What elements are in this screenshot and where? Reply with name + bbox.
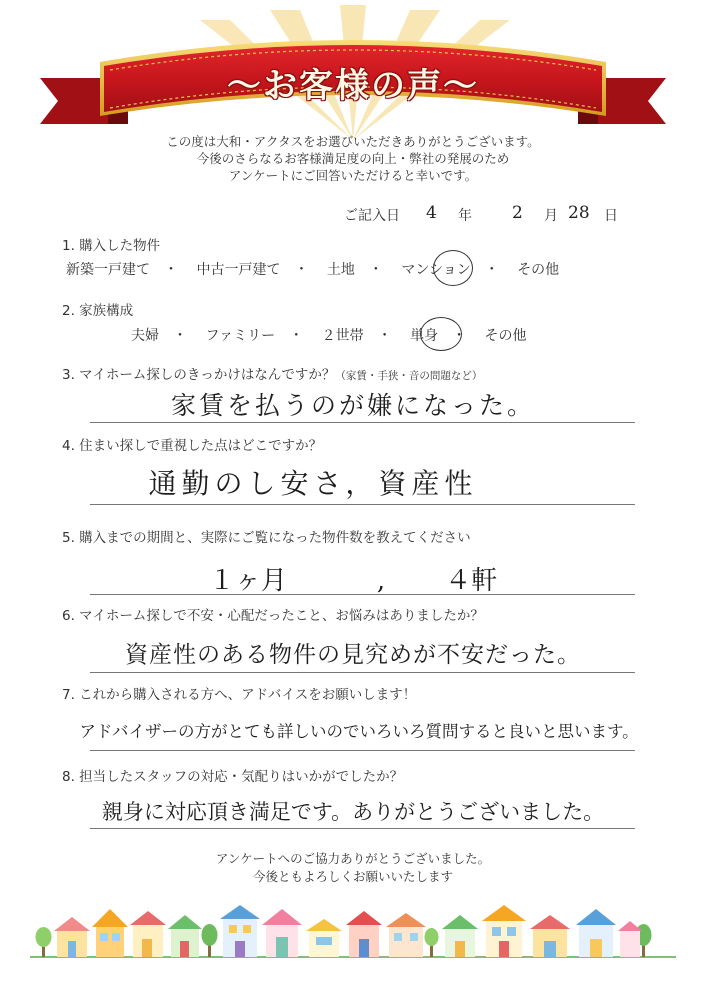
- answer-8-line: [90, 828, 635, 829]
- answer-5-count: ４軒: [445, 566, 498, 596]
- date-year-unit: 年: [458, 208, 472, 224]
- title-banner: [0, 0, 706, 140]
- q1-options: 新築一戸建て ・ 中古一戸建て ・ 土地 ・ マンション ・ その他: [66, 259, 559, 279]
- q2-option-family: ファミリー: [205, 328, 276, 344]
- intro-line-1: この度は大和・アクタスをお選びいただきありがとうございます。: [166, 134, 540, 149]
- q2-selection-circle: [420, 317, 462, 351]
- houses-illustration: [30, 895, 676, 965]
- answer-7-line: [90, 750, 635, 751]
- house-icon: [220, 905, 260, 957]
- house-icon: [262, 909, 302, 957]
- answer-3: 家賃を払うのが嫌になった。: [170, 391, 535, 420]
- q1-option-used-house: 中古一戸建て: [196, 262, 281, 278]
- answer-5-period: １ヶ月: [208, 566, 287, 596]
- question-3-text: 3. マイホーム探しのきっかけはなんですか？: [62, 367, 336, 383]
- question-2: 2. 家族構成: [62, 303, 134, 319]
- tree-icon: [202, 924, 218, 957]
- answer-6: 資産性のある物件の見究めが不安だった。: [125, 642, 581, 668]
- q2-option-single: 単身: [410, 328, 439, 344]
- q1-option-new-house: 新築一戸建て: [66, 262, 150, 278]
- intro-text: [0, 133, 706, 184]
- answer-4: 通勤のし安さ，資産性: [148, 467, 478, 500]
- tree-icon: [36, 927, 52, 957]
- date-day-unit: 日: [604, 208, 618, 224]
- tree-icon: [425, 928, 439, 957]
- q1-option-land: 土地: [326, 262, 355, 278]
- house-icon: [306, 919, 342, 957]
- house-icon: [530, 915, 570, 957]
- q2-option-couple: 夫婦: [131, 328, 159, 344]
- answer-4-line: [90, 504, 635, 505]
- house-icon: [54, 917, 90, 957]
- house-icon: [130, 911, 166, 957]
- closing-line-1: アンケートへのご協力ありがとうございました。: [215, 851, 491, 866]
- date-row: [0, 203, 706, 227]
- q2-option-two-generation: ２世帯: [321, 328, 364, 344]
- date-day-value: 28: [568, 203, 590, 223]
- question-7: 7. これから購入される方へ、アドバイスをお願いします！: [62, 687, 417, 703]
- question-1: 1. 購入した物件: [62, 238, 161, 254]
- question-3: [62, 363, 482, 383]
- house-icon: [168, 915, 202, 957]
- page-title: ～お客様の声～: [227, 66, 479, 106]
- answer-3-line: [90, 422, 635, 423]
- q1-selection-circle: [433, 250, 473, 286]
- closing-text: [0, 850, 706, 886]
- q1-option-mansion: マンション: [401, 262, 471, 278]
- date-month-unit: 月: [544, 208, 558, 224]
- answer-7: アドバイザーの方がとても詳しいのでいろいろ質問すると良いと思います。: [79, 722, 639, 741]
- house-icon: [618, 921, 642, 957]
- question-6: 6. マイホーム探しで不安・心配だったこと、お悩みはありましたか？: [62, 608, 484, 624]
- q2-options: 夫婦 ・ ファミリー ・ ２世帯 ・ 単身 ・ その他: [131, 325, 527, 345]
- house-icon: [482, 905, 526, 957]
- intro-line-3: アンケートにご回答いただけると幸いです。: [228, 168, 478, 183]
- date-month-value: 2: [512, 203, 523, 223]
- date-year-value: 4: [426, 203, 437, 223]
- q2-option-other: その他: [484, 328, 527, 344]
- question-8: 8. 担当したスタッフの対応・気配りはいかがでしたか？: [62, 769, 404, 785]
- answer-5: [0, 560, 706, 597]
- intro-line-2: 今後のさらなるお客様満足度の向上・弊社の発展のため: [196, 151, 510, 166]
- question-4: 4. 住まい探しで重視した点はどこですか？: [62, 438, 323, 454]
- house-icon: [346, 911, 382, 957]
- house-icon: [92, 909, 128, 957]
- answer-8: 親身に対応頂き満足です。ありがとうございました。: [101, 800, 605, 824]
- closing-line-2: 今後ともよろしくお願いいたします: [252, 869, 453, 884]
- question-5: 5. 購入までの期間と、実際にご覧になった物件数を教えてください: [62, 530, 471, 546]
- q1-option-other: その他: [517, 262, 560, 278]
- answer-5-line: [90, 594, 635, 595]
- house-icon: [576, 909, 616, 957]
- house-icon: [386, 913, 426, 957]
- answer-6-line: [90, 672, 635, 673]
- question-3-hint: （家賃・手狭・音の問題など）: [335, 370, 483, 382]
- answer-5-separator: ,: [376, 566, 386, 596]
- house-icon: [442, 915, 478, 957]
- date-label: ご記入日: [344, 208, 400, 224]
